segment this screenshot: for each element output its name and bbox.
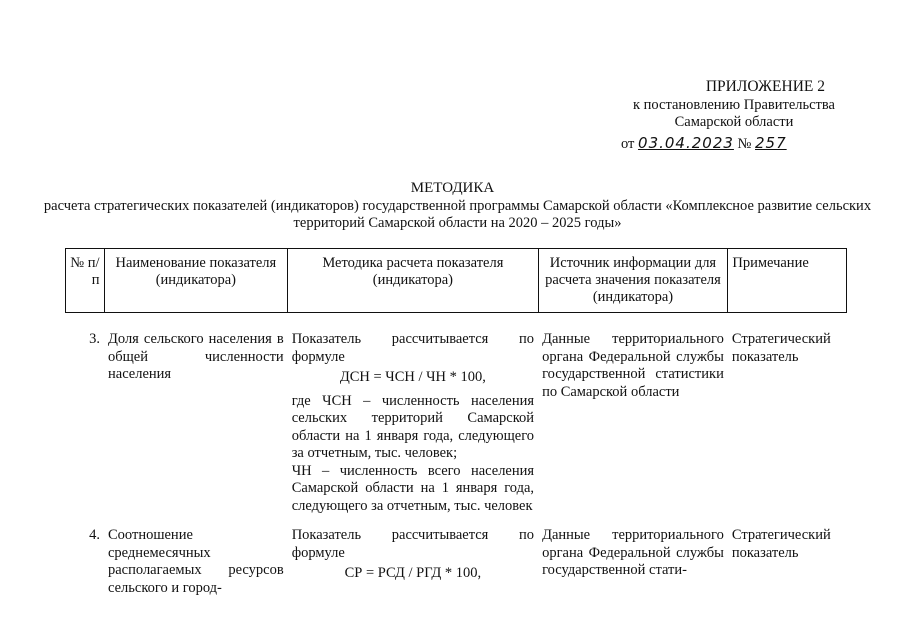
- header-method: Методика расчета показателя (индикатора): [288, 249, 538, 313]
- row-source: Данные территориального органа Федеральной службы государственной статистики по Самарской области: [542, 331, 724, 400]
- header-source: Источник информации для расчета значения показателя (индикатора): [538, 249, 728, 313]
- doc-subtitle: расчета стратегических показателей (индикаторов) государственной программы Самарской области «Комплексное развитие сельских территорий Самарской области на 2020 – 2025 годы»: [43, 198, 872, 231]
- row-source: Данные территориального органа Федеральной службы государственной стати-: [542, 527, 724, 578]
- row-method: [288, 323, 538, 515]
- method-extra: ЧН – численность всего населения Самарской области на 1 января года, следующего за отчетным, тыс. человек: [291, 462, 535, 514]
- method-formula: ДСН = ЧСН / ЧН * 100,: [339, 369, 486, 385]
- row-num: 4.: [89, 527, 100, 543]
- method-where: где ЧСН – численность населения сельских территорий Самарской области на 1 января года, следующего за отчетным, тыс. человек;: [291, 392, 535, 461]
- table-row: [66, 323, 847, 515]
- from-label: от: [621, 136, 635, 152]
- header-note: Примечание: [728, 249, 847, 313]
- appendix-block: [621, 78, 835, 153]
- table-row: [66, 515, 847, 597]
- handwritten-date: 03.04.2023: [638, 134, 734, 152]
- appendix-line-2: к постановлению Правительства: [633, 97, 835, 113]
- row-note: Стратегический показатель: [731, 331, 831, 365]
- row-note: Стратегический показатель: [731, 527, 831, 561]
- header-name: Наименование показателя (индикатора): [104, 249, 288, 313]
- doc-title: МЕТОДИКА: [410, 180, 495, 196]
- appendix-date-line: [621, 135, 835, 153]
- table-header-row: [66, 249, 847, 313]
- methodology-table: [65, 248, 847, 597]
- header-num: № п/п: [66, 249, 105, 313]
- row-num: 3.: [89, 331, 100, 347]
- appendix-line-3: Самарской области: [674, 114, 794, 130]
- row-method: [288, 515, 538, 597]
- method-formula: СР = РСД / РГД * 100,: [344, 565, 482, 581]
- method-intro: Показатель рассчитывается по формуле: [291, 331, 535, 365]
- row-name: Доля сельского населения в общей численности населения: [108, 331, 284, 382]
- row-name: Соотношение среднемесячных располагаемых ресурсов сельского и город-: [108, 527, 284, 596]
- method-intro: Показатель рассчитывается по формуле: [291, 527, 535, 561]
- handwritten-number: 257: [755, 134, 787, 152]
- number-label: №: [737, 136, 752, 152]
- appendix-title: ПРИЛОЖЕНИЕ 2: [705, 78, 825, 95]
